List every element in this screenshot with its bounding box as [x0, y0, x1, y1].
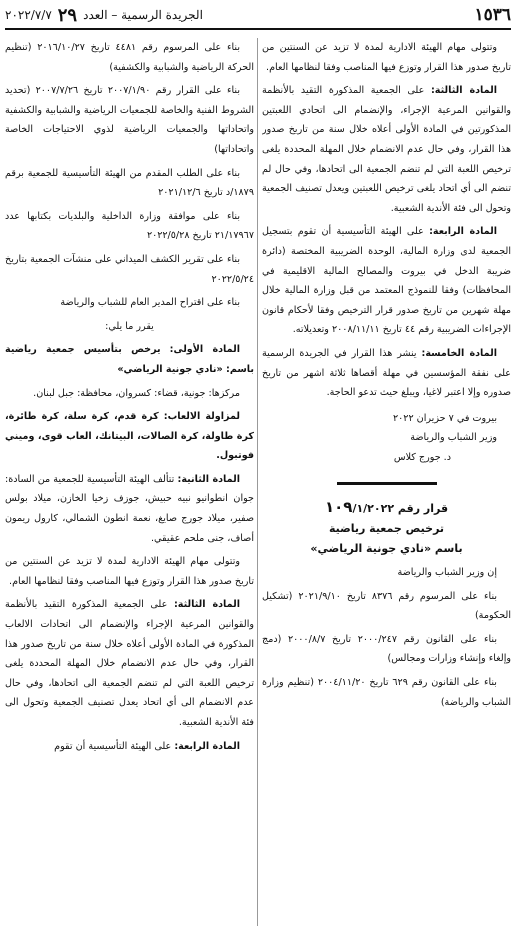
paragraph: بناء على موافقة وزارة الداخلية والبلديات بكتابها عدد ٢١/١٧٩٦٧ تاريخ ٢٠٢٢/٥/٢٨ [5, 210, 254, 242]
page-header [5, 2, 511, 30]
gazette-title [5, 5, 203, 26]
article-paragraph: المادة الخامسة: ينشر هذا القرار في الجريدة الرسمية على نفقة المؤسسين في مهلة أقصاها ثلاثة اشهر من تاريخ صدوره وإلا اعتبر لاغيا، ويبلغ حيث تدعو الحاجة. [262, 347, 511, 399]
paragraph: بناء على المرسوم رقم ٤٤٨١ تاريخ ٢٠١٦/١٠/٢٧ (تنظيم الحركة الرياضية والشبابية والكشفية) [5, 42, 254, 73]
signoff-title: وزير الشباب والرياضة [410, 432, 497, 444]
issue-number: ٢٩ [57, 4, 78, 26]
article-label: المادة الثالثة: [173, 599, 240, 611]
decision-number: ١٠٩ [324, 498, 353, 517]
article-paragraph: المادة الرابعة: على الهيئة التأسيسية أن تقوم بتسجيل الجمعية لدى وزارة المالية، الوحدة الضريبية المختصة (دائرة ضريبة الدخل في بيروت والمصالح المالية الاقليمية في المحافظات) وفقا للنموذج المعتمد من قبل وزارة المالية خلال مهلة شهرين من تاريخ صدور قرار الترخيص وفقا لأحكام قانون الإجراءات الضريبية رقم ٤٤ تاريخ ٢٠٠٨/١١/١١ وتعديلاته. [262, 226, 511, 336]
article-paragraph: المادة الثانية: تتألف الهيئة التأسيسية للجمعية من السادة: جوان انطوانيو نبيه حبيش، جوزف زخيا الخازن، ميلاد بولس صفير، ميلاد جورج صايغ، نعمة انطون الشمالي، كارول ريمون أصاف، جنى ملحم عقيقي. [5, 473, 254, 544]
column-divider [257, 38, 258, 926]
section-divider [262, 473, 511, 493]
article-label: المادة الرابعة: [429, 226, 497, 238]
article-paragraph: المادة الأولى: يرخص بتأسيس جمعية رياضية باسم: «نادي جونية الرياضي» [5, 344, 254, 375]
article-label: المادة الأولى: [169, 344, 240, 356]
right-column [262, 38, 511, 926]
paragraph: بناء على تقرير الكشف الميداني على منشآت الجمعية بتاريخ ٢٠٢٢/٥/٢٤ [5, 253, 254, 285]
paragraph: لمزاولة الالعاب: كرة قدم، كرة سلة، كرة طائرة، كرة طاولة، كرة الصالات، البيتانك، العاب قوى، وميني فوتبول. [5, 411, 254, 462]
article-label: المادة الخامسة: [421, 347, 497, 359]
paragraph: وتتولى مهام الهيئة الادارية لمدة لا تزيد عن السنتين من تاريخ صدور هذا القرار وتوزع فيها المناصب وفقا لنظامها العام. [262, 42, 511, 73]
article-paragraph: المادة الثالثة: على الجمعية المذكورة التقيد بالأنظمة والقوانين المرعية الإجراء، والإنضمام الى اتحادي اللعبتين المذكورتين في المادة الأولى أعلاه خلال سنة من تاريخ صدور هذا القرار، وفي حال عدم الانضمام خلال المهلة المحددة يلغى ترخيص اللعبة التي لم تنضم الجمعية الى اتحادها، وفي حال لم تنضم الى أي اتحاد يلغى ترخيص اللعبتين ويعدل تصنيف الجمعية وتحول الى فئة الأندية الشعبية. [262, 85, 511, 214]
decides-line: يقرر ما يلي: [105, 320, 154, 332]
paragraph: مركزها: جونية، قضاء: كسروان، محافظة: جبل لبنان. [33, 387, 240, 399]
paragraph: إن وزير الشباب والرياضة [397, 567, 497, 579]
decision-name-line: باسم «نادي جونية الرياضي» [310, 542, 463, 556]
paragraph: بناء على اقتراح المدير العام للشباب والرياضة [60, 297, 240, 309]
article-paragraph: المادة الرابعة: على الهيئة التأسيسية أن تقوم [54, 740, 240, 752]
page-number: ١٥٣٦ [474, 5, 511, 25]
decision-prefix: قرار رقم [397, 502, 449, 516]
decision-subject: ترخيص جمعية رياضية [328, 522, 445, 536]
article-label: المادة الثانية: [177, 473, 240, 485]
paragraph: وتتولى مهام الهيئة الادارية لمدة لا تزيد عن السنتين من تاريخ صدور هذا القرار وتوزع فيها المناصب وفقا لنظامها العام. [5, 556, 254, 587]
paragraph: بناء على القرار رقم ٢٠٠٧/١/٩٠ تاريخ ٢٠٠٧/٧/٢٦ (تحديد الشروط الفنية والخاصة للجمعيات الرياضية والشبابية والكشفية واتحاداتها والجمعيات الرياضية لذوي الاحتياجات الخاصة واتحاداتها) [5, 85, 254, 155]
paragraph: بناء على القانون رقم ٢٠٠٠/٢٤٧ تاريخ ٢٠٠٠/٨/٧ (دمج وإلغاء وإنشاء وزارات ومجالس) [262, 633, 511, 665]
article-label: المادة الرابعة: [174, 740, 240, 752]
signoff-name: د. جورج كلاس [393, 451, 451, 463]
gazette-name: الجريدة الرسمية – العدد [83, 8, 203, 22]
signoff-place-date: بيروت في ٧ حزيران ٢٠٢٢ [393, 412, 497, 424]
issue-date: ٢٠٢٢/٧/٧ [5, 8, 52, 22]
left-column [5, 38, 254, 926]
decision-year: /١/٢٠٢٢ [352, 502, 395, 516]
article-paragraph: المادة الثالثة: على الجمعية المذكورة التقيد بالأنظمة والقوانين المرعية الإجراء والإنضمام الى اتحادات الالعاب المذكورة في المادة الأولى أعلاه خلال سنة من تاريخ صدور هذا القرار، وفي حال عدم الانضمام خلال المهلة المحددة يلغى ترخيص اللعبة التي لم تنضم الجمعية الى اتحادها، وفي حال عدم الانضمام الى أي اتحاد يعدل تصنيف الجمعية وتحول الى فئة الأندية الشعبية. [5, 599, 254, 728]
decision-heading [262, 497, 511, 519]
article-label: المادة الثالثة: [430, 85, 497, 97]
paragraph: بناء على الطلب المقدم من الهيئة التأسيسية للجمعية برقم ١٨٧٩/د تاريخ ٢٠٢١/١٢/٦ [5, 167, 254, 199]
paragraph: بناء على المرسوم رقم ٨٣٧٦ تاريخ ٢٠٢١/٩/١٠ (تشكيل الحكومة) [262, 590, 511, 622]
paragraph: بناء على القانون رقم ٦٢٩ تاريخ ٢٠٠٤/١١/٢٠ (تنظيم وزارة الشباب والرياضة) [262, 677, 511, 708]
